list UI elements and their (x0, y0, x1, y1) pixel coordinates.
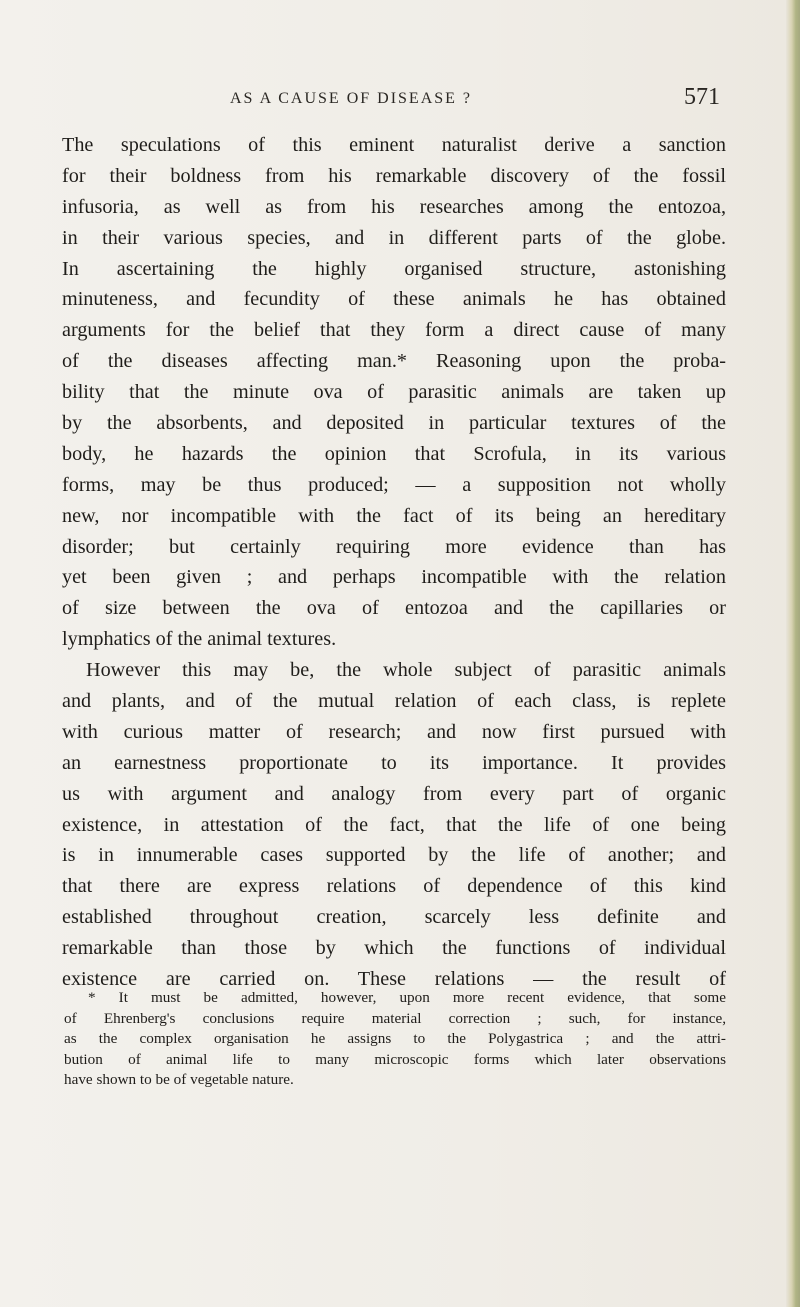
text-line: infusoria, as well as from his researches among the entozoa, (62, 195, 726, 218)
footnote-line: have shown to be of vegetable nature. (64, 1071, 294, 1088)
text-line: minuteness, and fecundity of these animals he has obtained (62, 288, 726, 311)
body-text (62, 130, 742, 995)
text-line: of the diseases affecting man.* Reasoning upon the proba- (62, 350, 726, 373)
footnote-line: as the complex organisation he assigns to the Polygastrica ; and the attri- (64, 1030, 726, 1047)
page-header (230, 78, 730, 112)
paragraph-1 (62, 130, 742, 655)
footnote-line: * It must be admitted, however, upon more recent evidence, that some (88, 989, 726, 1006)
text-line: existence, in attestation of the fact, that the life of one being (62, 813, 726, 836)
text-line: established throughout creation, scarcely less definite and (62, 906, 726, 929)
paragraph-2 (62, 655, 742, 995)
running-head: AS A CAUSE OF DISEASE ? (230, 90, 473, 107)
text-line: lymphatics of the animal textures. (62, 628, 337, 651)
text-line: in their various species, and in different parts of the globe. (62, 226, 726, 249)
text-line: with curious matter of research; and now first pursued with (62, 720, 726, 743)
text-line: bility that the minute ova of parasitic animals are taken up (62, 381, 726, 404)
page-number: 571 (684, 84, 720, 110)
text-line: of size between the ova of entozoa and the capillaries or (62, 597, 726, 620)
text-line: and plants, and of the mutual relation of each class, is replete (62, 690, 726, 713)
text-line: us with argument and analogy from every part of organic (62, 782, 726, 805)
text-line: remarkable than those by which the functions of individual (62, 937, 726, 960)
text-line: that there are express relations of dependence of this kind (62, 875, 726, 898)
footnote-line: bution of animal life to many microscopic forms which later observations (64, 1050, 726, 1068)
text-line: In ascertaining the highly organised structure, astonishing (62, 257, 726, 280)
footnote (64, 988, 744, 1091)
text-line: by the absorbents, and deposited in particular textures of the (62, 412, 726, 435)
text-line: However this may be, the whole subject of parasitic animals (86, 659, 726, 682)
text-line: an earnestness proportionate to its importance. It provides (62, 751, 726, 774)
page-edge (786, 0, 800, 1307)
text-line: is in innumerable cases supported by the life of another; and (62, 844, 726, 867)
text-line: arguments for the belief that they form a direct cause of many (62, 319, 726, 342)
text-line: body, he hazards the opinion that Scrofula, in its various (62, 442, 726, 465)
text-line: disorder; but certainly requiring more evidence than has (62, 535, 726, 558)
text-line: yet been given ; and perhaps incompatible with the relation (62, 566, 726, 589)
text-line: for their boldness from his remarkable discovery of the fossil (62, 164, 726, 187)
text-line: The speculations of this eminent naturalist derive a sanction (62, 134, 726, 156)
text-line: new, nor incompatible with the fact of its being an hereditary (62, 504, 726, 527)
footnote-line: of Ehrenberg's conclusions require material correction ; such, for instance, (64, 1009, 726, 1027)
text-line: existence are carried on. These relations — the result of (62, 968, 726, 991)
text-line: forms, may be thus produced; — a supposition not wholly (62, 473, 726, 496)
